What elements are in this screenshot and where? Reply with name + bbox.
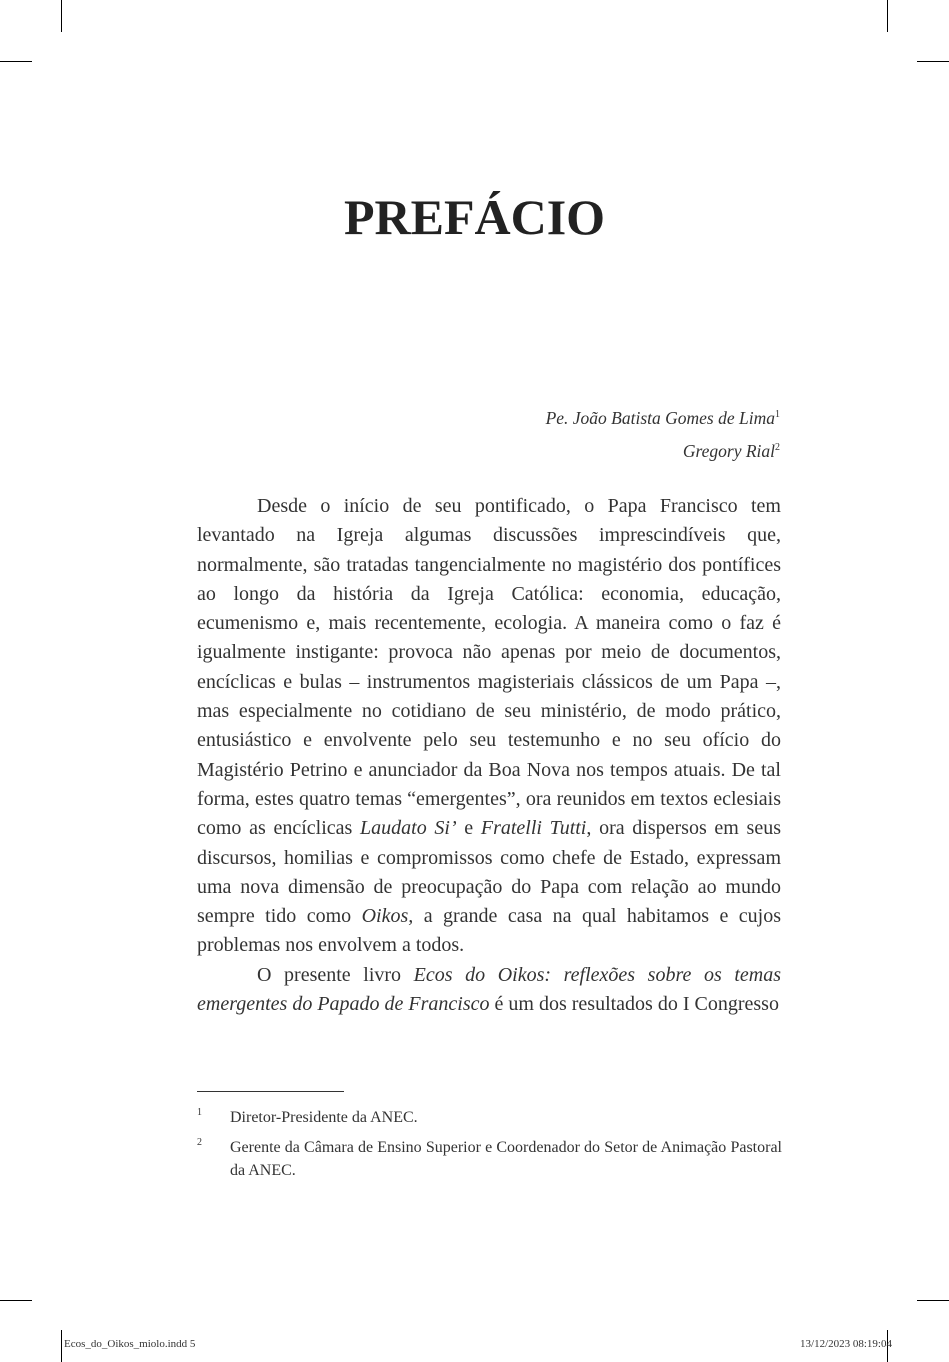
slug-datetime: 13/12/2023 08:19:04	[800, 1338, 892, 1350]
crop-mark	[887, 0, 888, 32]
author-line	[546, 400, 780, 433]
footnote-text: Gerente da Câmara de Ensino Superior e Coordenador do Setor de Animação Pastoral da ANEC.	[230, 1139, 782, 1179]
authors-block	[546, 400, 780, 466]
author-name: Gregory Rial	[682, 441, 775, 461]
footnote-number: 2	[197, 1137, 202, 1148]
footnotes	[197, 1106, 782, 1189]
text-run: e	[456, 817, 481, 840]
italic-title: Fratelli Tutti	[480, 817, 587, 840]
text-run: O presente livro	[257, 963, 414, 986]
footnote-ref: 1	[775, 409, 780, 420]
crop-mark	[917, 61, 949, 62]
body-text	[197, 492, 781, 1019]
crop-mark	[0, 1300, 32, 1301]
italic-term: Oikos,	[361, 905, 414, 928]
paragraph	[197, 961, 781, 1020]
footnote-ref: 2	[775, 442, 780, 453]
author-line	[546, 433, 780, 466]
footnote-number: 1	[197, 1107, 202, 1118]
paragraph	[197, 492, 781, 961]
crop-mark	[61, 0, 62, 32]
text-run: a grande casa na qual habitamos e cujos problemas nos envolvem a todos.	[197, 905, 781, 957]
text-run: , ora dispersos em seus discursos, homilias e compromissos como chefe de Estado, expressam uma nova dimensão de preocupação do Papa com relação ao mundo sempre tido como	[197, 817, 781, 928]
author-name: Pe. João Batista Gomes de Lima	[545, 408, 775, 428]
crop-mark	[0, 61, 32, 62]
crop-mark	[917, 1300, 949, 1301]
italic-title: Laudato Si’	[360, 817, 457, 840]
text-run: é um dos resultados do I Congresso	[489, 993, 779, 1016]
text-run: Desde o início de seu pontificado, o Papa Francisco tem levantado na Igreja algumas discussões imprescindíveis que, normalmente, são tratadas tangencialmente no magistério dos pontífices ao longo da história da Igreja Católica: economia, educação, ecumenismo e, mais recentemente, ecologia. A maneira como o faz é igualmente instigante: provoca não apenas por meio de documentos, encíclicas e bulas – instrumentos magisteriais clássicos de um Papa –, mas especialmente no cotidiano de seu ministério, de modo prático, entusiástico e envolvente pelo seu testemunho e no seu ofício do Magistério Petrino e anunciador da Boa Nova nos tempos atuais. De tal forma, estes quatro temas “emergentes”, ora reunidos em textos eclesiais como as encíclicas	[197, 495, 781, 840]
page-title: PREFÁCIO	[343, 189, 606, 245]
slug-filename: Ecos_do_Oikos_miolo.indd 5	[64, 1338, 196, 1350]
crop-mark	[61, 1330, 62, 1362]
footnote-text: Diretor-Presidente da ANEC.	[230, 1109, 418, 1126]
footnote	[197, 1136, 782, 1182]
footnote	[197, 1106, 782, 1129]
footnote-divider	[197, 1091, 344, 1092]
italic-title: Ecos do Oikos: reflexões sobre os temas emergentes do Papado de Francisco	[197, 963, 781, 1016]
